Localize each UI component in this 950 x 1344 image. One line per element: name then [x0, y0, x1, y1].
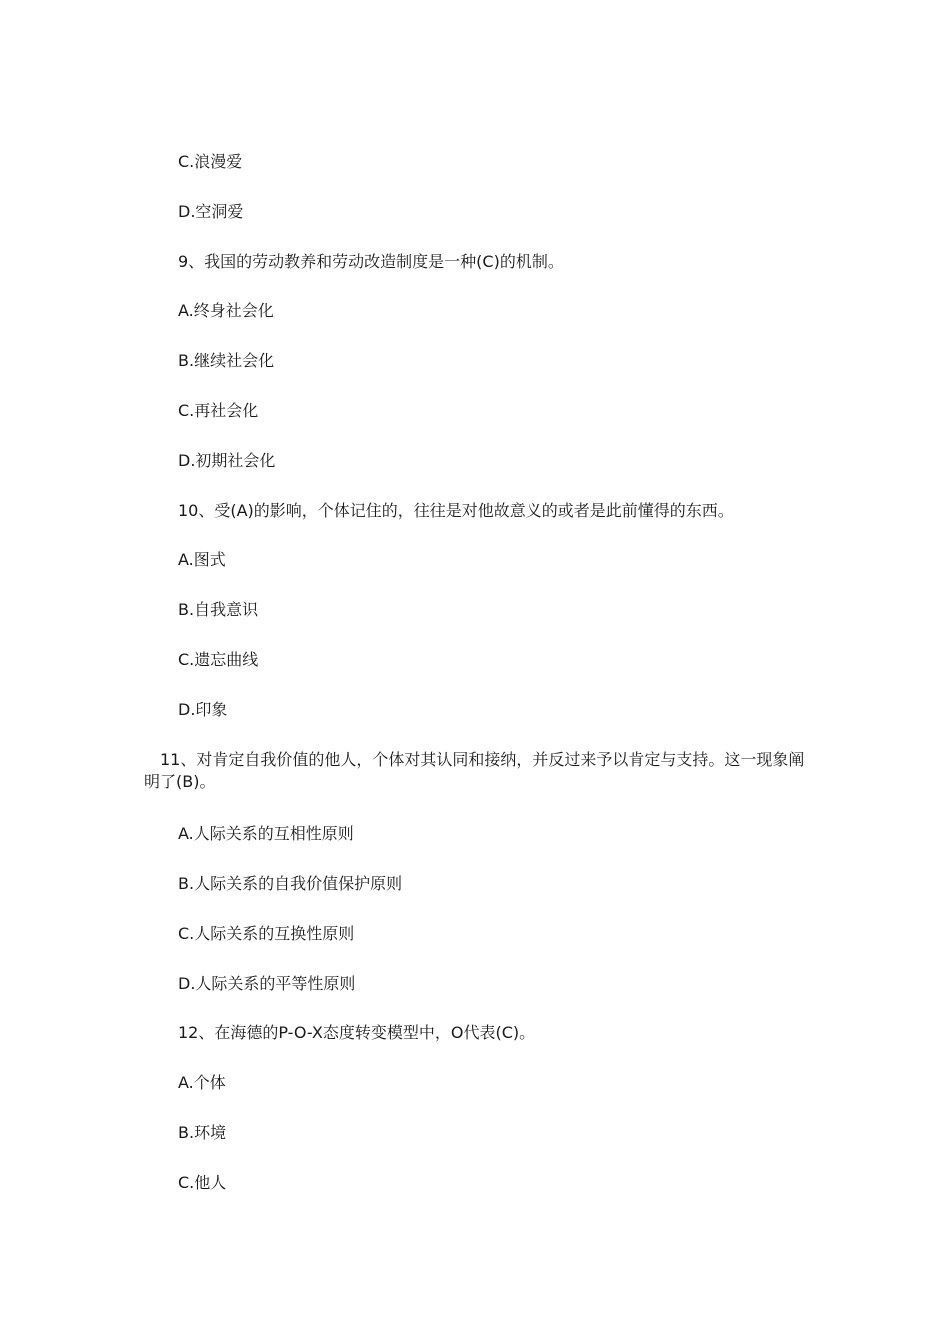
q12-question: 12、在海德的P-O-X态度转变模型中，O代表(C)。: [178, 1023, 536, 1042]
q9-option-b: B.继续社会化: [178, 351, 275, 370]
q11-option-b: B.人际关系的自我价值保护原则: [178, 874, 403, 893]
q10-option-b: B.自我意识: [178, 600, 259, 619]
q9-option-c: C.再社会化: [178, 401, 259, 420]
q11-option-d: D.人际关系的平等性原则: [178, 974, 356, 993]
q10-option-d: D.印象: [178, 700, 228, 719]
q10-question: 10、受(A)的影响，个体记住的，往往是对他故意义的或者是此前懂得的东西。: [178, 501, 734, 520]
q8-option-c: C.浪漫爱: [178, 152, 243, 171]
q11-question: 11、对肯定自我价值的他人，个体对其认同和接纳，并反过来予以肯定与支持。这一现象阐明了(B)。: [144, 750, 805, 791]
q12-option-b: B.环境: [178, 1123, 227, 1142]
q12-option-a: A.个体: [178, 1073, 226, 1092]
q8-option-d: D.空洞爱: [178, 202, 244, 221]
q9-option-d: D.初期社会化: [178, 451, 276, 470]
q11-option-c: C.人际关系的互换性原则: [178, 924, 355, 943]
q10-option-c: C.遗忘曲线: [178, 650, 259, 669]
q10-option-a: A.图式: [178, 550, 226, 569]
q9-option-a: A.终身社会化: [178, 301, 274, 320]
q12-option-c: C.他人: [178, 1173, 227, 1192]
q11-option-a: A.人际关系的互相性原则: [178, 824, 354, 843]
q9-question: 9、我国的劳动教养和劳动改造制度是一种(C)的机制。: [178, 252, 564, 271]
